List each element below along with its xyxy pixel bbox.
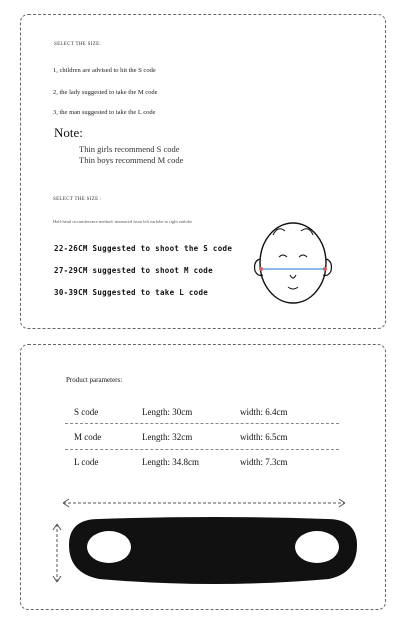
width-arrow <box>51 521 63 585</box>
note-line-1: Thin girls recommend S code <box>79 144 180 154</box>
measure-method-text: Half-head circumference method: measured from left earlobe to right earlobe <box>53 219 193 224</box>
face-illustration <box>243 215 343 315</box>
size-rule-3: 3, the man suggested to take the L code <box>53 109 156 116</box>
row-divider <box>65 423 339 424</box>
row-s-width: width: 6.4cm <box>240 407 288 417</box>
row-s-length: Length: 30cm <box>142 407 193 417</box>
row-l-width: width: 7.3cm <box>240 457 288 467</box>
size-range-m: 27-29CM suggested to shoot M code <box>54 266 213 275</box>
select-size-heading-2: SELECT THE SIZE : <box>53 197 102 202</box>
row-l-code: L code <box>74 457 99 467</box>
row-s-code: S code <box>74 407 99 417</box>
note-title: Note: <box>54 125 83 140</box>
size-guide-card <box>20 14 386 329</box>
product-parameters-card <box>20 344 386 610</box>
length-arrow <box>59 497 349 509</box>
size-range-s: 22-26CM Suggested to shoot the S code <box>54 244 233 253</box>
product-parameters-title: Product parameters: <box>66 376 123 384</box>
size-rule-1: 1, children are advised to hit the S code <box>53 67 156 74</box>
size-rule-2: 2, the lady suggested to take the M code <box>53 89 158 96</box>
size-range-l: 30-39CM Suggested to take L code <box>54 288 209 297</box>
row-divider <box>65 449 339 450</box>
row-m-length: Length: 32cm <box>142 432 193 442</box>
row-m-width: width: 6.5cm <box>240 432 288 442</box>
select-size-heading: SELECT THE SIZE: <box>54 42 102 47</box>
row-m-code: M code <box>74 432 102 442</box>
note-line-2: Thin boys recommend M code <box>79 155 184 165</box>
mask-image <box>65 513 361 591</box>
row-l-length: Length: 34.8cm <box>142 457 199 467</box>
